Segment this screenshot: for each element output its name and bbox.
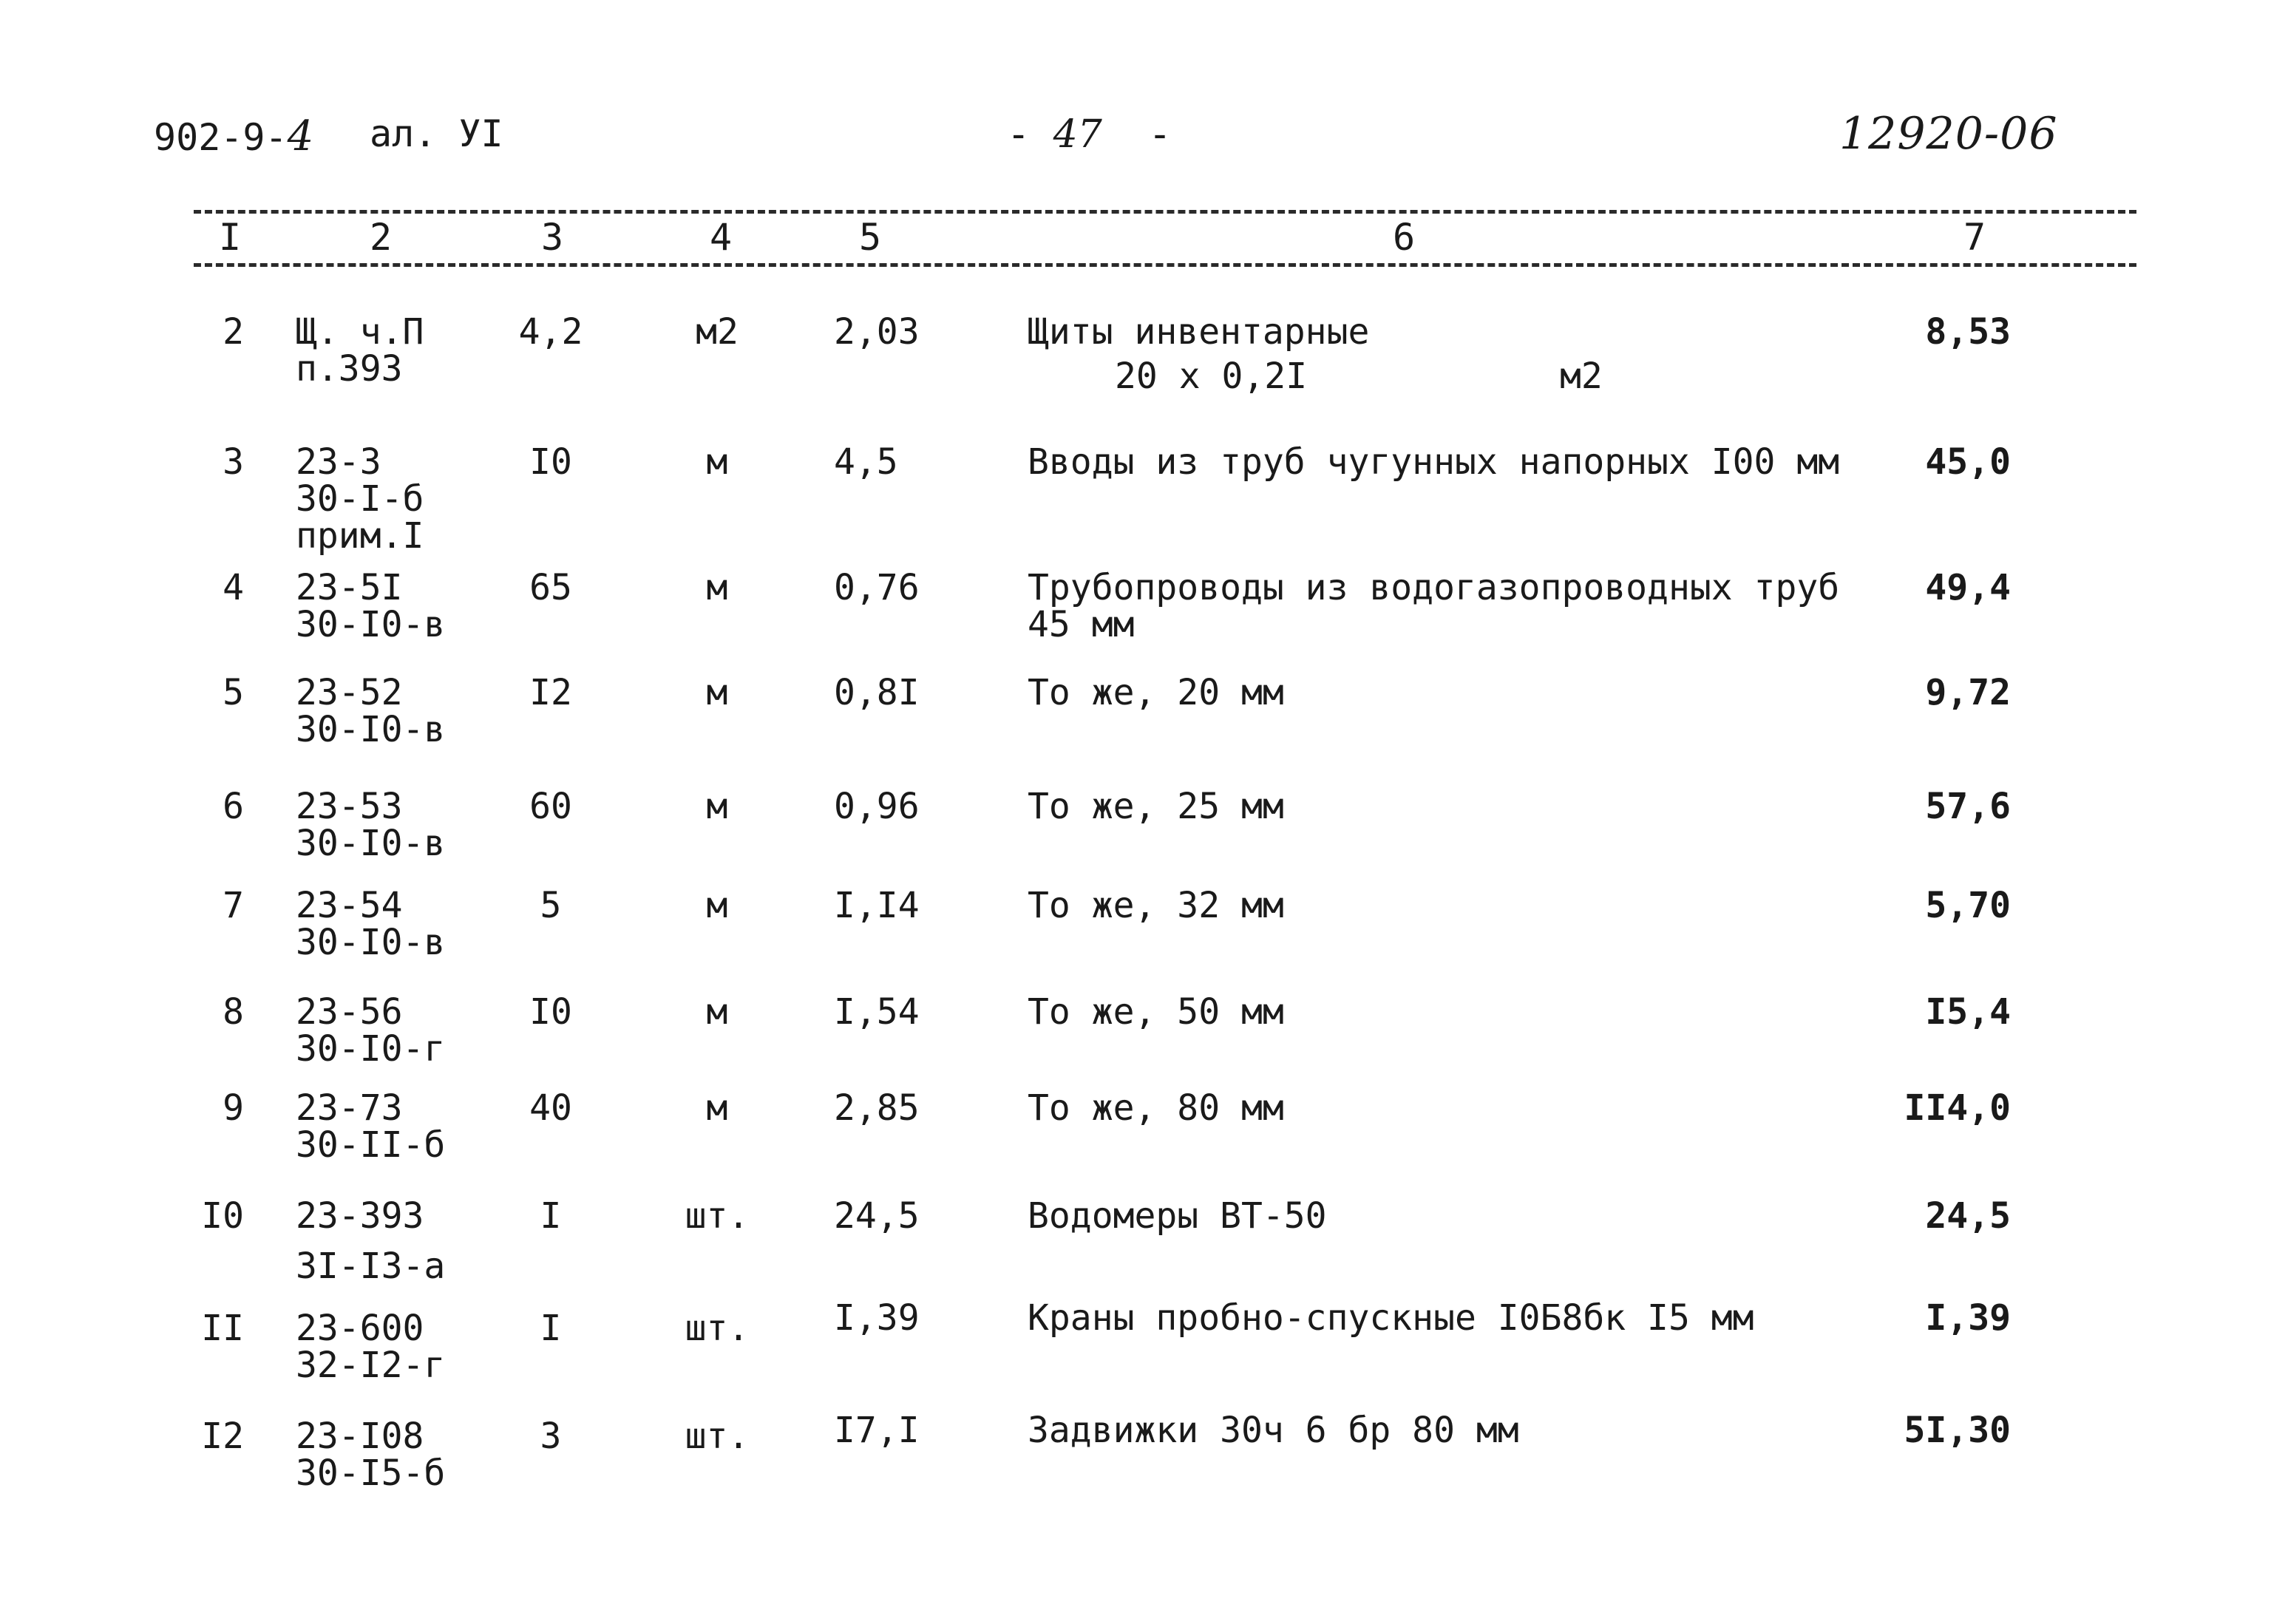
column-number-6: 6	[1393, 216, 1416, 259]
row-number: 3	[223, 441, 244, 483]
reference-line-1: Щ. ч.П	[296, 311, 424, 353]
row-unit: шт.	[685, 1195, 750, 1237]
row-price: 2,85	[834, 1087, 920, 1129]
row-unit: шт.	[685, 1416, 750, 1457]
doc-number-handwritten: 4	[287, 112, 314, 160]
row-price: 0,76	[834, 567, 920, 608]
row-description: То же, 50 мм	[1028, 991, 1284, 1033]
row-number: 9	[223, 1087, 244, 1129]
reference-line-1: 23-I08	[296, 1416, 424, 1457]
row-reference	[296, 674, 445, 748]
doc-number-prefix: 902-9-	[154, 116, 288, 159]
row-total: 45,0	[1925, 441, 2011, 483]
row-total: I5,4	[1925, 991, 2011, 1033]
row-unit: м	[706, 991, 728, 1033]
row-description: Вводы из труб чугунных напорных I00 мм	[1028, 441, 1840, 483]
row-number: 7	[223, 885, 244, 926]
row-number: 8	[223, 991, 244, 1033]
row-price: I,54	[834, 991, 920, 1033]
row-reference	[296, 1197, 445, 1285]
reference-line-2: 30-I0-г	[296, 1028, 446, 1070]
column-number-7: 7	[1963, 216, 1986, 259]
reference-line-1: 23-393	[296, 1195, 424, 1237]
row-reference	[296, 887, 445, 961]
row-description: Краны пробно-спускные I0Б8бк I5 мм	[1028, 1297, 1754, 1339]
row-total: 5I,30	[1904, 1410, 2011, 1451]
row-reference	[296, 441, 424, 557]
column-number-2: 2	[370, 216, 393, 259]
row-description	[1028, 311, 1603, 397]
reference-line-2: 30-I0-в	[296, 709, 446, 750]
reference-line-2: 30-I5-б	[296, 1453, 446, 1494]
row-description: То же, 32 мм	[1028, 885, 1284, 926]
reference-line-1: 23-600	[296, 1308, 424, 1349]
row-reference	[296, 1418, 445, 1492]
reference-line-1: 23-3	[296, 441, 381, 483]
row-description: То же, 80 мм	[1028, 1087, 1284, 1129]
row-price: 4,5	[834, 441, 898, 483]
row-total: II4,0	[1904, 1087, 2011, 1129]
description-line-2: 20 x 0,2I	[1115, 356, 1308, 397]
row-total: 5,70	[1925, 885, 2011, 926]
row-reference	[296, 788, 445, 862]
row-total: I,39	[1925, 1297, 2011, 1339]
row-number: I0	[201, 1195, 244, 1237]
reference-line-1: 23-56	[296, 991, 403, 1033]
row-reference	[296, 569, 445, 643]
row-total: 49,4	[1925, 567, 2011, 608]
row-total: 57,6	[1925, 786, 2011, 827]
row-reference	[296, 311, 424, 390]
page-dash-left: -	[1007, 112, 1031, 157]
description-line-2: 45 мм	[1028, 604, 1135, 645]
row-reference	[296, 1087, 446, 1166]
page-number-value: 47	[1053, 112, 1102, 157]
row-quantity: 4,2	[518, 311, 583, 353]
row-quantity: 5	[540, 885, 562, 926]
row-price: 0,8I	[834, 672, 920, 713]
page-dash-right: -	[1148, 112, 1172, 157]
row-reference	[296, 991, 446, 1070]
reference-line-2: 30-I-б	[296, 478, 424, 520]
row-quantity: I0	[529, 991, 572, 1033]
reference-line-3: прим.I	[296, 515, 424, 557]
description-unit: м2	[1560, 356, 1603, 397]
reference-line-2: 32-I2-г	[296, 1345, 446, 1386]
row-price: I7,I	[834, 1410, 920, 1451]
reference-line-2: 30-I0-в	[296, 922, 446, 963]
column-number-5: 5	[859, 216, 882, 259]
reference-line-1: 23-5I	[296, 567, 403, 608]
row-unit: м	[706, 1087, 728, 1129]
row-quantity: 3	[540, 1416, 562, 1457]
column-number-4: 4	[710, 216, 733, 259]
row-number: I2	[201, 1416, 244, 1457]
header-bottom-rule	[194, 263, 2136, 267]
row-price: 0,96	[834, 786, 920, 827]
row-quantity: I0	[529, 441, 572, 483]
reference-line-1: 23-52	[296, 672, 403, 713]
description-line-1: Щиты инвентарные	[1028, 311, 1370, 353]
row-description: То же, 20 мм	[1028, 672, 1284, 713]
description-line-2-wrap	[1028, 356, 1603, 397]
row-description: Задвижки 30ч 6 бр 80 мм	[1028, 1410, 1519, 1451]
reference-line-1: 23-73	[296, 1087, 403, 1129]
page-number	[1007, 112, 1172, 157]
row-number: 6	[223, 786, 244, 827]
reference-line-2: 30-I0-в	[296, 604, 446, 645]
reference-line-2: п.393	[296, 348, 403, 390]
row-price: 2,03	[834, 311, 920, 353]
header-top-rule	[194, 210, 2136, 214]
row-unit: шт.	[685, 1308, 750, 1349]
row-number: 5	[223, 672, 244, 713]
row-price: I,I4	[834, 885, 920, 926]
row-description	[1028, 569, 1839, 643]
row-number: II	[201, 1308, 244, 1349]
row-reference	[296, 1310, 445, 1384]
row-price: 24,5	[834, 1195, 920, 1237]
row-description: То же, 25 мм	[1028, 786, 1284, 827]
reference-line-2: 30-I0-в	[296, 823, 446, 864]
row-unit: м	[706, 441, 728, 483]
row-total: 24,5	[1925, 1195, 2011, 1237]
row-quantity: 40	[529, 1087, 572, 1129]
row-unit: м	[706, 885, 728, 926]
row-unit: м	[706, 567, 728, 608]
reference-line-2: 3I-I3-а	[296, 1246, 446, 1287]
reference-line-2: 30-II-б	[296, 1124, 446, 1166]
row-description: Водомеры ВТ-50	[1028, 1195, 1327, 1237]
row-unit: м2	[696, 311, 739, 353]
reference-line-1: 23-54	[296, 885, 403, 926]
row-quantity: I2	[529, 672, 572, 713]
row-number: 4	[223, 567, 244, 608]
description-line-1: Трубопроводы из водогазопроводных труб	[1028, 567, 1840, 608]
row-quantity: I	[540, 1195, 562, 1237]
row-total: 8,53	[1925, 311, 2011, 353]
row-unit: м	[706, 672, 728, 713]
row-quantity: 65	[529, 567, 572, 608]
row-quantity: I	[540, 1308, 562, 1349]
handwritten-code: 12920-06	[1839, 108, 2058, 160]
doc-number	[154, 112, 313, 160]
row-price: I,39	[834, 1297, 920, 1339]
row-quantity: 60	[529, 786, 572, 827]
sheet-label: ал. УI	[370, 112, 503, 155]
row-total: 9,72	[1925, 672, 2011, 713]
column-number-3: 3	[541, 216, 564, 259]
column-number-1: I	[219, 216, 242, 259]
reference-line-1: 23-53	[296, 786, 403, 827]
row-unit: м	[706, 786, 728, 827]
row-number: 2	[223, 311, 244, 353]
